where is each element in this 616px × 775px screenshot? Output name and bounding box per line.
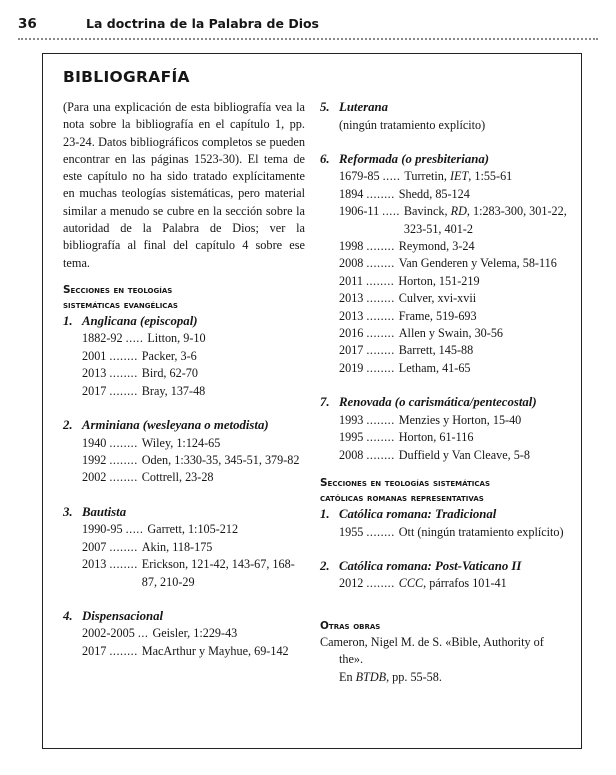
entry-reference: Litton, 9-10 — [147, 331, 206, 346]
bibliography-entry — [82, 521, 305, 538]
bibliography-entry — [339, 308, 568, 325]
entry-reference: Frame, 519-693 — [398, 308, 477, 323]
tradition-number: 5. — [320, 100, 330, 114]
entry-reference: Turretin, IET, 1:55-61 — [404, 169, 513, 184]
entry-leader-dots: ........ — [366, 291, 395, 306]
entry-reference: Horton, 151-219 — [398, 273, 480, 288]
bibliography-entry — [339, 412, 568, 429]
entry-year: 2008 — [339, 447, 364, 462]
entry-leader-dots: ........ — [366, 326, 395, 341]
entry-reference: Akin, 118-175 — [141, 539, 213, 554]
entry-leader-dots: ........ — [366, 360, 395, 375]
entry-reference: Oden, 1:330-35, 345-51, 379-82 — [141, 453, 300, 467]
left-column — [63, 99, 305, 660]
section-heading-line: católicas romanas representativas — [320, 492, 484, 504]
tradition-title — [320, 558, 568, 576]
entry-year: 1990-95 — [82, 522, 123, 537]
entry-leader-dots: ..... — [382, 169, 401, 184]
tradition-name: Luterana — [339, 100, 389, 114]
entry-reference: MacArthur y Mayhue, 69-142 — [141, 643, 289, 658]
bibliography-entry — [82, 365, 305, 382]
tradition-name: Renovada (o carismática/pentecostal) — [339, 395, 537, 410]
entry-year: 2017 — [82, 643, 107, 658]
entry-reference: Horton, 61-116 — [398, 430, 474, 445]
bibliography-entry — [339, 203, 568, 238]
entry-year: 2017 — [339, 343, 364, 358]
bibliography-entry — [339, 524, 568, 541]
tradition-title — [63, 504, 305, 522]
tradition-number: 2. — [320, 558, 330, 573]
section-heading-line: Secciones en teologías sistemáticas — [320, 477, 490, 489]
tradition-block — [63, 504, 305, 591]
entry-year: 2007 — [82, 539, 107, 554]
entry-year: 1995 — [339, 430, 364, 445]
entry-leader-dots: ........ — [366, 412, 395, 427]
tradition-name: Anglicana (episcopal) — [82, 313, 198, 328]
entry-leader-dots: ..... — [125, 331, 144, 346]
tradition-title — [320, 394, 568, 412]
entry-reference: CCC, párrafos 101-41 — [398, 576, 507, 591]
entry-reference: Duffield y Van Cleave, 5-8 — [398, 447, 530, 462]
entry-year: 2013 — [339, 291, 364, 306]
tradition-title — [63, 417, 305, 435]
entry-reference: Bavinck, RD, 1:283-300, 301-22, 323-51, 401-2 — [403, 204, 567, 236]
entry-leader-dots: ........ — [366, 430, 395, 445]
bibliography-entry — [82, 452, 305, 469]
entry-reference: Ott (ningún tratamiento explícito) — [398, 524, 564, 539]
entry-year: 1906-11 — [339, 204, 380, 219]
intro-paragraph: (Para una explicación de esta bibliografía vea la nota sobre la bibliografía en el capítulo 1, pp. 23-24. Datos bibliográficos completos se pueden encontrar en las páginas 1523-30). El tema de este capítulo no ha sido tratado explícitamente en muchas teologías sistemáticas, pero material similar a menudo se cubre en la sección sobre la autoridad de la Palabra de Dios; ver la bibliografía al final del capítulo 4 sobre ese tema. — [63, 100, 305, 270]
tradition-block — [63, 608, 305, 660]
tradition-title — [63, 608, 305, 626]
entry-leader-dots: ........ — [109, 557, 138, 572]
tradition-name: Católica romana: Tradicional — [339, 507, 497, 521]
tradition-title — [320, 506, 568, 524]
entry-year: 1992 — [82, 453, 107, 467]
bibliography-entry — [339, 273, 568, 290]
entry-year: 1993 — [339, 412, 364, 427]
entry-year: 1998 — [339, 239, 364, 254]
entry-leader-dots: ... — [137, 626, 149, 641]
other-work-entry — [320, 634, 568, 686]
catholic-traditions — [320, 506, 568, 593]
entry-leader-dots: ........ — [366, 576, 395, 591]
bibliography-entry — [339, 447, 568, 464]
entry-reference: Shedd, 85-124 — [398, 186, 470, 201]
entry-year: 1882-92 — [82, 331, 123, 346]
bibliography-entry — [82, 539, 305, 556]
other-work-citation: Cameron, Nigel M. de S. «Bible, Authority of the». — [320, 634, 544, 667]
bibliography-entry — [82, 556, 305, 591]
entry-leader-dots: ........ — [366, 524, 395, 539]
page-header — [18, 12, 598, 40]
entry-reference: Reymond, 3-24 — [398, 239, 475, 254]
tradition-note: (ningún tratamiento explícito) — [339, 117, 486, 132]
tradition-number: 1. — [63, 313, 73, 328]
tradition-name: Católica romana: Post-Vaticano II — [339, 558, 522, 573]
bibliography-entry — [339, 168, 568, 185]
entry-year: 2002 — [82, 470, 107, 485]
tradition-block — [320, 99, 568, 134]
entry-reference: Cottrell, 23-28 — [141, 470, 214, 485]
entry-leader-dots: ........ — [109, 643, 138, 658]
catholic-section-heading — [320, 476, 568, 506]
tradition-block — [320, 394, 568, 464]
entry-year: 2017 — [82, 383, 107, 398]
entry-leader-dots: ..... — [125, 522, 144, 537]
entry-leader-dots: ........ — [366, 186, 395, 201]
evangelical-section-heading — [63, 283, 305, 313]
entry-leader-dots: ........ — [109, 453, 138, 467]
entry-leader-dots: ........ — [109, 348, 138, 363]
entry-year: 2002-2005 — [82, 626, 135, 641]
tradition-number: 6. — [320, 151, 330, 166]
other-works-heading: Otras obras — [320, 619, 381, 632]
entry-leader-dots: ........ — [365, 273, 395, 288]
entry-leader-dots: ........ — [366, 239, 395, 254]
bibliography-entry — [339, 429, 568, 446]
right-column — [320, 99, 568, 686]
tradition-block — [320, 151, 568, 377]
entry-reference: Geisler, 1:229-43 — [152, 626, 238, 641]
bibliography-box — [42, 53, 582, 749]
entry-leader-dots: ........ — [366, 447, 395, 462]
tradition-name: Bautista — [82, 504, 127, 519]
tradition-number: 3. — [63, 504, 73, 519]
bibliography-entry — [82, 625, 305, 642]
entry-leader-dots: ........ — [109, 366, 138, 381]
entry-year: 2013 — [339, 308, 364, 323]
bibliography-entry — [82, 383, 305, 400]
entry-leader-dots: ........ — [366, 343, 395, 358]
tradition-block — [320, 506, 568, 541]
entry-year: 2019 — [339, 360, 364, 375]
bibliography-entry — [339, 290, 568, 307]
entry-year: 1894 — [339, 186, 364, 201]
tradition-number: 4. — [63, 608, 73, 623]
tradition-number: 2. — [63, 418, 73, 433]
entry-year: 1679-85 — [339, 169, 380, 184]
bibliography-entry — [339, 342, 568, 359]
bibliography-entry — [82, 330, 305, 347]
running-title: La doctrina de la Palabra de Dios — [86, 16, 320, 31]
bibliography-entry — [339, 575, 568, 592]
entry-reference: Van Genderen y Velema, 58-116 — [398, 256, 557, 271]
tradition-name: Reformada (o presbiteriana) — [339, 151, 490, 166]
bibliography-entry — [82, 435, 305, 452]
entry-year: 2016 — [339, 326, 364, 341]
bibliography-entry — [339, 325, 568, 342]
entry-reference: Culver, xvi-xvii — [398, 291, 477, 306]
tradition-title — [320, 99, 568, 117]
bibliography-entry — [82, 348, 305, 365]
entry-reference: Bird, 62-70 — [141, 366, 198, 381]
page-number: 36 — [18, 16, 37, 32]
entry-leader-dots: ........ — [366, 256, 395, 271]
entry-leader-dots: ........ — [109, 470, 138, 485]
bibliography-entry — [339, 186, 568, 203]
entry-reference: Letham, 41-65 — [398, 360, 471, 375]
tradition-name: Dispensacional — [82, 608, 164, 623]
entry-year: 2001 — [82, 348, 107, 363]
bibliography-entry — [82, 469, 305, 486]
entry-leader-dots: ........ — [109, 383, 138, 398]
tradition-block — [320, 558, 568, 593]
entry-year: 2011 — [339, 273, 363, 288]
section-heading-line: sistemáticas evangélicas — [63, 298, 178, 311]
entry-year: 2012 — [339, 576, 364, 591]
entry-reference: Menzies y Horton, 15-40 — [398, 412, 522, 427]
entry-year: 2013 — [82, 366, 107, 381]
entry-reference: Allen y Swain, 30-56 — [398, 326, 504, 341]
entry-leader-dots: ........ — [366, 308, 395, 323]
entry-reference: Erickson, 121-42, 143-67, 168-87, 210-29 — [141, 557, 295, 589]
tradition-title — [320, 151, 568, 169]
entry-year: 1955 — [339, 524, 364, 539]
entry-leader-dots: ........ — [109, 435, 138, 450]
bibliography-entry — [82, 643, 305, 660]
bibliography-entry — [339, 360, 568, 377]
tradition-number: 7. — [320, 395, 330, 410]
entry-reference: Barrett, 145-88 — [398, 343, 474, 358]
tradition-number: 1. — [320, 507, 330, 521]
evangelical-traditions-right — [320, 99, 568, 464]
entry-year: 2013 — [82, 557, 107, 572]
tradition-block — [63, 313, 305, 400]
entry-reference: Wiley, 1:124-65 — [141, 435, 221, 450]
entry-leader-dots: ........ — [109, 539, 138, 554]
evangelical-traditions-left — [63, 313, 305, 660]
bibliography-entry — [339, 255, 568, 272]
tradition-title — [63, 313, 305, 331]
section-heading-line: Secciones en teologías — [63, 283, 173, 296]
tradition-block — [63, 417, 305, 487]
entry-reference: Packer, 3-6 — [141, 348, 197, 363]
tradition-name: Arminiana (wesleyana o metodista) — [82, 418, 269, 433]
entry-year: 2008 — [339, 256, 364, 271]
entry-reference: Bray, 137-48 — [141, 383, 206, 398]
entry-leader-dots: ..... — [382, 204, 400, 219]
bibliography-entry — [339, 238, 568, 255]
entry-reference: Garrett, 1:105-212 — [147, 522, 239, 537]
other-work-source: En BTDB, pp. 55-58. — [339, 669, 442, 684]
bibliography-title: BIBLIOGRAFÍA — [63, 68, 190, 86]
entry-year: 1940 — [82, 435, 107, 450]
